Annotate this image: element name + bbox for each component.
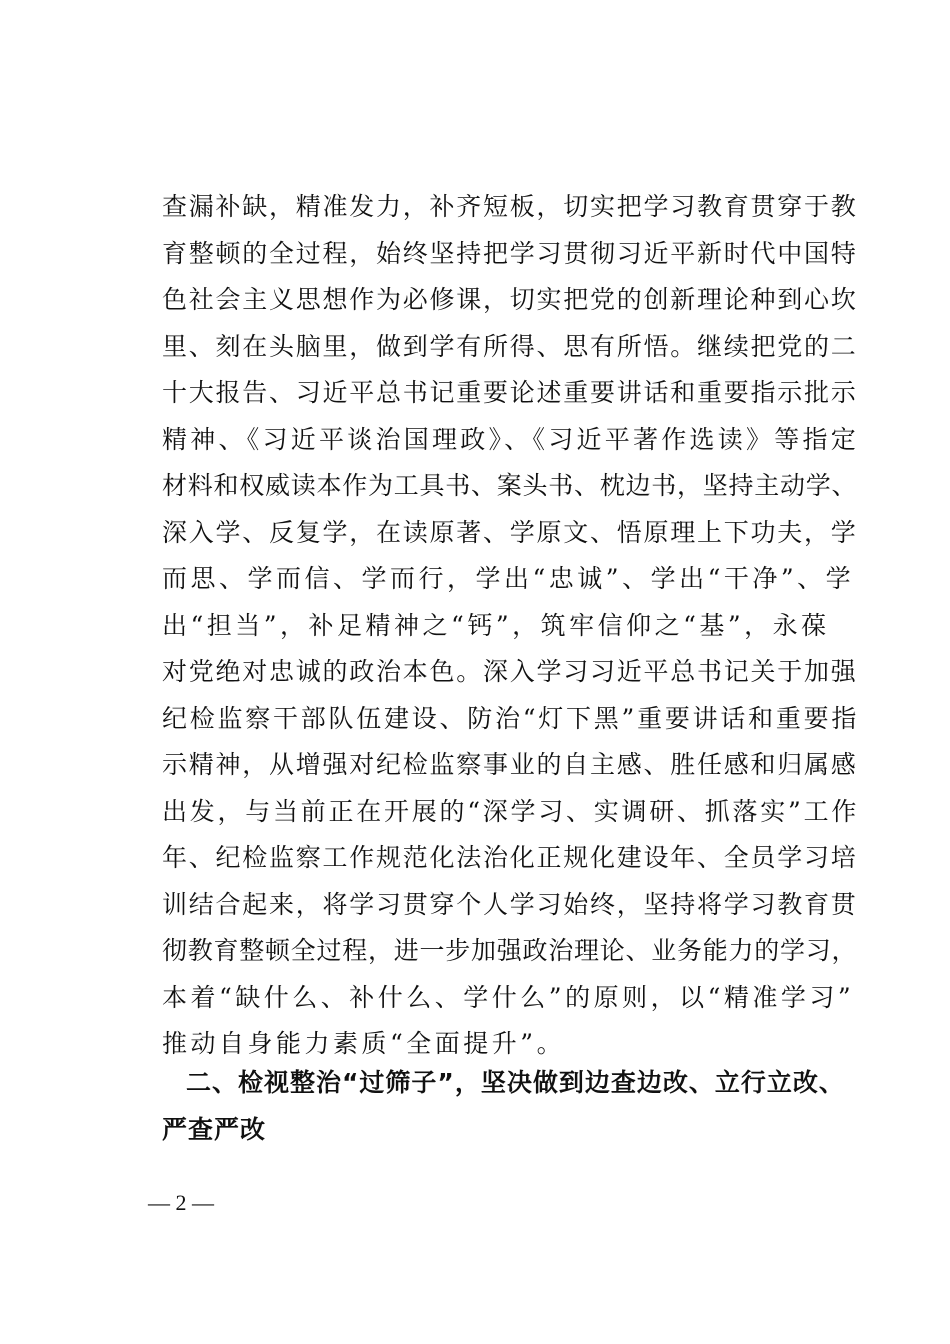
text-line: 推动自身能力素质“全面提升”。 <box>162 1029 566 1058</box>
text-line: 材料和权威读本作为工具书、案头书、枕边书，坚持主动学、 <box>162 471 858 500</box>
text-line: 彻教育整顿全过程，进一步加强政治理论、业务能力的学习， <box>162 936 858 965</box>
text-line: 纪检监察干部队伍建设、防治“灯下黑”重要讲话和重要指 <box>162 703 860 733</box>
text-line: 对党绝对忠诚的政治本色。深入学习习近平总书记关于加强 <box>162 657 858 686</box>
text-line: 十大报告、习近平总书记重要论述重要讲话和重要指示批示 <box>162 378 858 407</box>
text-line: 出“担当”，补足精神之“钙”，筑牢信仰之“基”，永葆 <box>162 610 830 640</box>
text-line: 查漏补缺，精准发力，补齐短板，切实把学习教育贯穿于教 <box>162 192 858 221</box>
text-line: 出发，与当前正在开展的“深学习、实调研、抓落实”工作 <box>162 796 860 826</box>
heading-line: 严查严改 <box>162 1114 267 1144</box>
body-paragraph <box>162 184 862 1068</box>
text-line: 里、刻在头脑里，做到学有所得、思有所悟。继续把党的二 <box>162 331 858 361</box>
text-line: 精神、《习近平谈治国理政》、《习近平著作选读》等指定 <box>162 424 860 454</box>
text-line: 示精神，从增强对纪检监察事业的自主感、胜任感和归属感 <box>162 750 858 779</box>
text-line: 而思、学而信、学而行，学出“忠诚”、学出“干净”、学 <box>162 564 855 593</box>
text-line: 深入学、反复学，在读原著、学原文、悟原理上下功夫，学 <box>162 517 858 547</box>
page-number: — 2 — <box>148 1190 214 1215</box>
text-line: 本着“缺什么、补什么、学什么”的原则，以“精准学习” <box>162 982 855 1012</box>
text-line: 年、纪检监察工作规范化法治化正规化建设年、全员学习培 <box>162 843 858 872</box>
text-line: 色社会主义思想作为必修课，切实把党的创新理论种到心坎 <box>162 285 858 314</box>
text-line: 育整顿的全过程，始终坚持把学习贯彻习近平新时代中国特 <box>162 238 858 268</box>
text-line: 训结合起来，将学习贯穿个人学习始终，坚持将学习教育贯 <box>162 889 858 919</box>
heading-line: 二、检视整治“过筛子”，坚决做到边查边改、立行立改、 <box>186 1068 845 1097</box>
section-heading <box>162 1060 862 1153</box>
